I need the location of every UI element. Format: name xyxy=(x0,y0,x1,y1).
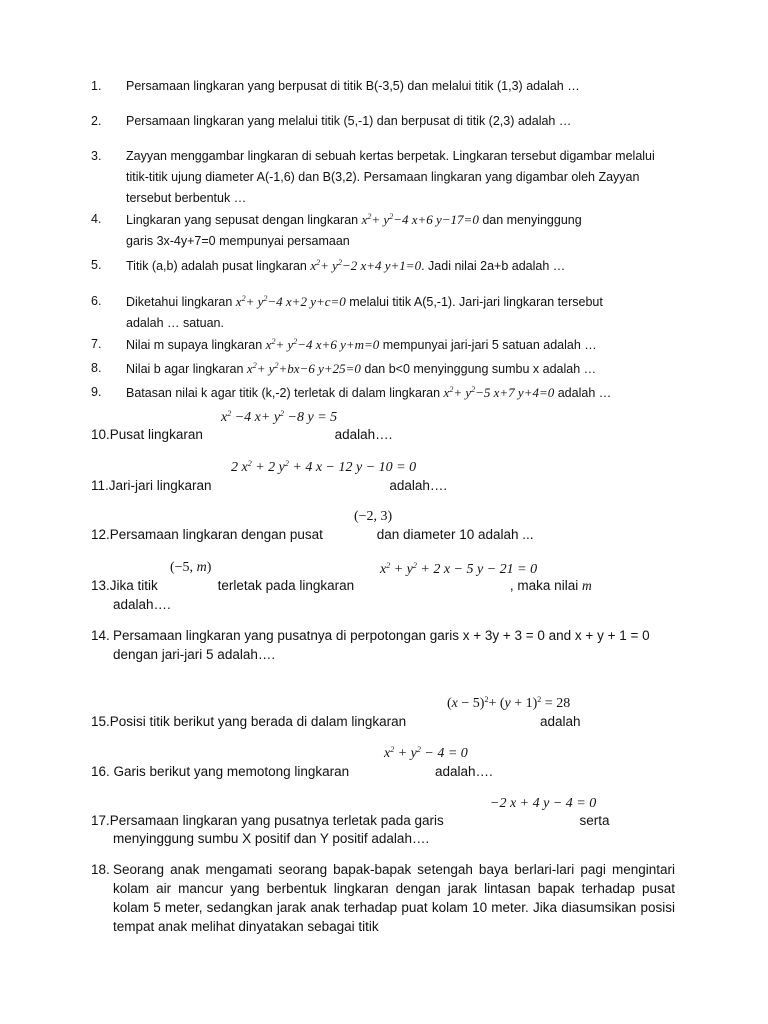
question-text-part: Batasan nilai k agar titik (k,-2) terletak di dalam lingkaran xyxy=(126,386,441,400)
question-number: 1. xyxy=(91,79,102,93)
circle-equation: $x^2+ y^2-4$ x+6 y−17=0 xyxy=(361,212,479,227)
question-text-line: garis 3x-4y+7=0 mempunyai persamaan xyxy=(126,234,350,248)
question-number: 14. xyxy=(91,628,110,643)
question-text-part: Lingkaran yang sepusat dengan lingkaran xyxy=(126,213,359,227)
question-text: Persamaan lingkaran yang pusatnya di perpotongan garis x + 3y + 3 = 0 and x + y + 1 = 0 dengan jari-jari 5 adalah…. xyxy=(113,628,650,662)
question-text-part: Pusat lingkaran xyxy=(109,427,203,442)
question-text-part: adalah…. xyxy=(389,478,448,493)
question-number: 5. xyxy=(91,258,102,272)
question-text xyxy=(91,762,691,781)
question-number: 7. xyxy=(91,337,102,351)
question-number: 13. xyxy=(91,578,110,593)
question-number: 6. xyxy=(91,294,102,308)
question-text-part: Garis berikut yang memotong lingkaran xyxy=(113,764,350,779)
variable-m: m xyxy=(581,578,592,593)
circle-equation: $x^2 -4$ $x+ y^2 -8$ y = 5 xyxy=(221,409,338,425)
question-text-part: Nilai m supaya lingkaran xyxy=(126,338,263,352)
question-number: 16. xyxy=(91,764,110,779)
question-text xyxy=(126,358,686,380)
line-equation: −2 x + 4 y − 4 = 0 xyxy=(490,796,597,811)
question-text xyxy=(126,382,706,404)
question-text-part: mempunyai jari-jari 5 satuan adalah … xyxy=(382,338,597,352)
question-text: Persamaan lingkaran yang berpusat di titik B(-3,5) dan melalui titik (1,3) adalah … xyxy=(126,79,580,93)
question-text-part: Jari-jari lingkaran xyxy=(108,478,212,493)
question-text-part: , maka nilai xyxy=(509,578,579,593)
question-text-part: Posisi titik berikut yang berada di dalam lingkaran xyxy=(109,714,407,729)
question-text: Persamaan lingkaran yang melalui titik (5,-1) dan berpusat di titik (2,3) adalah … xyxy=(126,114,572,128)
question-text-part: dan menyinggung xyxy=(482,213,582,227)
question-text-part: . Jadi nilai 2a+b adalah … xyxy=(421,259,566,273)
circle-equation: $x^2 + y^2 + 2$ x − 5 y − 21 = 0 xyxy=(380,561,538,577)
question-number: 8. xyxy=(91,361,102,375)
question-text-line: adalah … satuan. xyxy=(126,316,224,330)
question-text-part: Persamaan lingkaran dengan pusat xyxy=(109,527,323,542)
point-coordinates: (−5, m) xyxy=(170,560,212,575)
question-text-part: serta xyxy=(579,813,610,828)
question-text-part: dan diameter 10 adalah ... xyxy=(376,527,534,542)
question-number: 11. xyxy=(91,478,109,493)
circle-equation: $x^2+ y^2-4$ x+2 y+c=0 xyxy=(235,294,346,309)
question-text xyxy=(126,291,686,313)
question-number: 10. xyxy=(91,427,110,442)
question-text: Zayyan menggambar lingkaran di sebuah kertas berpetak. Lingkaran tersebut digambar melalui titik-titik ujung diameter A(-1,6) dan B(3,2). Persamaan lingkaran yang digambar oleh Zayyan tersebut berbentuk … xyxy=(126,149,655,205)
question-text-part: dan b<0 menyinggung sumbu x adalah … xyxy=(364,362,597,376)
question-number: 15. xyxy=(91,714,110,729)
question-text xyxy=(91,576,691,595)
question-text-part: melalui titik A(5,-1). Jari-jari lingkaran tersebut xyxy=(349,295,603,309)
center-point: (−2, 3) xyxy=(354,509,393,524)
question-text xyxy=(91,712,731,731)
question-text-part: Diketahui lingkaran xyxy=(126,295,233,309)
question-text xyxy=(91,811,731,830)
question-number: 12. xyxy=(91,527,110,542)
question-number: 3. xyxy=(91,149,102,163)
question-text-part: Nilai b agar lingkaran xyxy=(126,362,244,376)
circle-equation: $x^2+ y^2+bx-6$ y+25=0 xyxy=(246,361,361,376)
circle-equation: $x^2 + y^2 - 4 = 0$ xyxy=(384,745,468,761)
question-text xyxy=(126,255,686,277)
circle-equation: 2 $x^2 + 2$ $y^2 + 4$ x − 12 y − 10 = 0 xyxy=(231,459,417,475)
question-text xyxy=(126,209,686,231)
question-text xyxy=(91,425,691,444)
circle-equation: $x^2+ y^2-4$ x+6 y+m=0 xyxy=(265,337,380,352)
question-text-part: adalah…. xyxy=(334,427,393,442)
question-text-part: terletak pada lingkaran xyxy=(217,578,355,593)
question-text xyxy=(91,525,691,544)
question-number: 17. xyxy=(91,813,110,828)
circle-equation: $(x - 5)^2+ (y + 1)^2 = 28$ xyxy=(447,695,571,711)
circle-equation: $x^2+ y^2-2$ x+4 y+1=0 xyxy=(310,258,422,273)
question-text-part: adalah … xyxy=(557,386,612,400)
question-text-line: menyinggung sumbu X positif dan Y positif adalah…. xyxy=(113,831,430,846)
question-text-part: Titik (a,b) adalah pusat lingkaran xyxy=(126,259,307,273)
question-text xyxy=(91,476,691,495)
question-text-part: adalah xyxy=(539,714,581,729)
question-text-part: Persamaan lingkaran yang pusatnya terletak pada garis xyxy=(109,813,444,828)
question-text: Seorang anak mengamati seorang bapak-bapak setengah baya berlari-lari pagi mengintari kolam air mancur yang berbentuk lingkaran dengan jarak lintasan bapak terhadap pusat kolam 5 meter, sedangkan jarak anak terhadap puat kolam 10 meter. Jika diasumsikan posisi tempat anak melihat dinyatakan sebagai titik xyxy=(113,862,675,934)
question-text-part: adalah…. xyxy=(434,764,493,779)
circle-equation: $x^2+ y^2-5$ x+7 y+4=0 xyxy=(443,385,555,400)
question-text-part: Jika titik xyxy=(109,578,158,593)
question-number: 18. xyxy=(91,862,110,877)
question-text-line: adalah…. xyxy=(113,597,171,612)
question-number: 9. xyxy=(91,385,102,399)
question-text xyxy=(126,334,686,356)
question-number: 2. xyxy=(91,114,102,128)
question-number: 4. xyxy=(91,212,102,226)
